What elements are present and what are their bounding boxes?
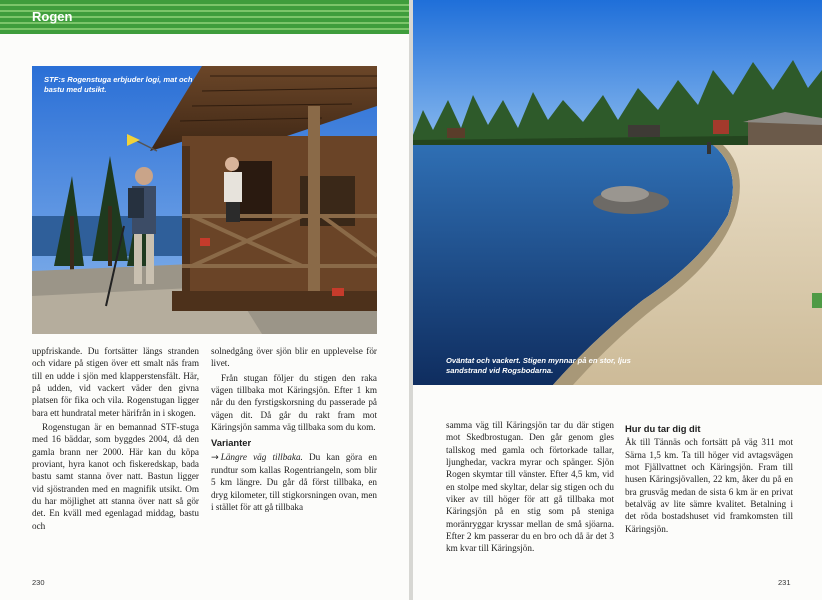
cabin-photo-caption: STF:s Rogenstuga erbjuder logi, mat och bastu med utsikt.	[44, 75, 193, 94]
paragraph: solnedgång över sjön blir en upplevelse för livet.	[211, 346, 377, 369]
cabin-photo-image	[32, 66, 377, 334]
section-header-band	[0, 0, 409, 34]
right-page-column-2	[625, 419, 793, 537]
variant-lead: Längre väg tillbaka.	[220, 451, 303, 462]
page-number-left: 230	[32, 578, 45, 587]
chapter-tab-marker	[812, 293, 822, 308]
arrow-right-icon: →	[211, 451, 219, 463]
left-page-column-1	[32, 345, 199, 534]
right-page-column-1	[446, 419, 614, 557]
paragraph: Åk till Tännäs och fortsätt på väg 311 mot Särna 1,5 km. Ta till höger vid avtagsvägen mot Fjällvattnet och Käringsjön. Fram till husen Käringsjövallen, 22 km, åker du på en bra grusväg medan de sista 6 km är en privat betalväg av lite sämre kvalitet. Betalning i det röda bostadshuset vid framkomsten till Käringsjön.	[625, 437, 793, 534]
paragraph: samma väg till Käringsjön tar du där stigen mot Skedbrostugan. Den går genom gles tallskog med gamla och förtorkade tallar, ljunghedar, vackra myrar och spänger. Sjön Rogen skymtar till vänster. Efter 4,5 km, vid en stolpe med skyltar, delar sig stigen och du viker av till höger för att gå tillbaka mot Käringsjön på en stig som på steniga moränryggar kryssar mellan de små sjöarna. Efter 2 km passerar du en bro och då är det 3 km kvar till Käringsjön.	[446, 420, 614, 554]
page-number-right: 231	[778, 578, 791, 587]
paragraph: uppfriskande. Du fortsätter längs stranden och vidare på stigen över ett smalt näs fram till en udde i sjön med klapperstensfält. Här, på udden, vid vackert väder den givna platsen för fika och vila. Rogenstugan ligger bara ett hundratal meter härifrån in i skogen.	[32, 346, 199, 418]
variant-paragraph	[211, 451, 377, 514]
left-page-column-2	[211, 345, 377, 515]
subheading-varianter: Varianter	[211, 437, 252, 449]
lake-beach-photo-image	[413, 0, 822, 385]
lake-beach-photo	[413, 0, 822, 385]
cabin-photo	[32, 66, 377, 334]
paragraph: Rogenstugan är en bemannad STF-stuga med 16 bäddar, som byggdes 2004, då den gamla brann ner 2000. Här kan du köpa proviant, hyra kanot och fiskeredskap, bada bastu samt stanna över natt. Bastun ligger vid sjöstranden med en magnifik utsikt. Om du har möjlighet att stanna över natt så gör det. En kväll med egenlagad middag, bastu och	[32, 422, 199, 531]
paragraph: Från stugan följer du stigen den raka vägen tillbaka mot Käringsjön. Efter 1 km når du den fyrstigskorsning du passerade på vägen dit. Då går du rakt fram mot Käringsjön samma väg tillbaka som du kom.	[211, 372, 377, 433]
lake-beach-photo-caption: Oväntat och vackert. Stigen mynnar på en stor, ljus sandstrand vid Rogsbodarna.	[446, 356, 631, 375]
section-title: Rogen	[32, 9, 73, 24]
subheading-hur-du-tar-dig-dit: Hur du tar dig dit	[625, 423, 701, 434]
variant-text: Du kan göra en rundtur som kallas Rogentriangeln, som blir 5 km längre. Du går då först tillbaka, en dryg kilometer, till stigkorsningen ovan, men i stället för att gå tillbaka	[211, 451, 377, 513]
